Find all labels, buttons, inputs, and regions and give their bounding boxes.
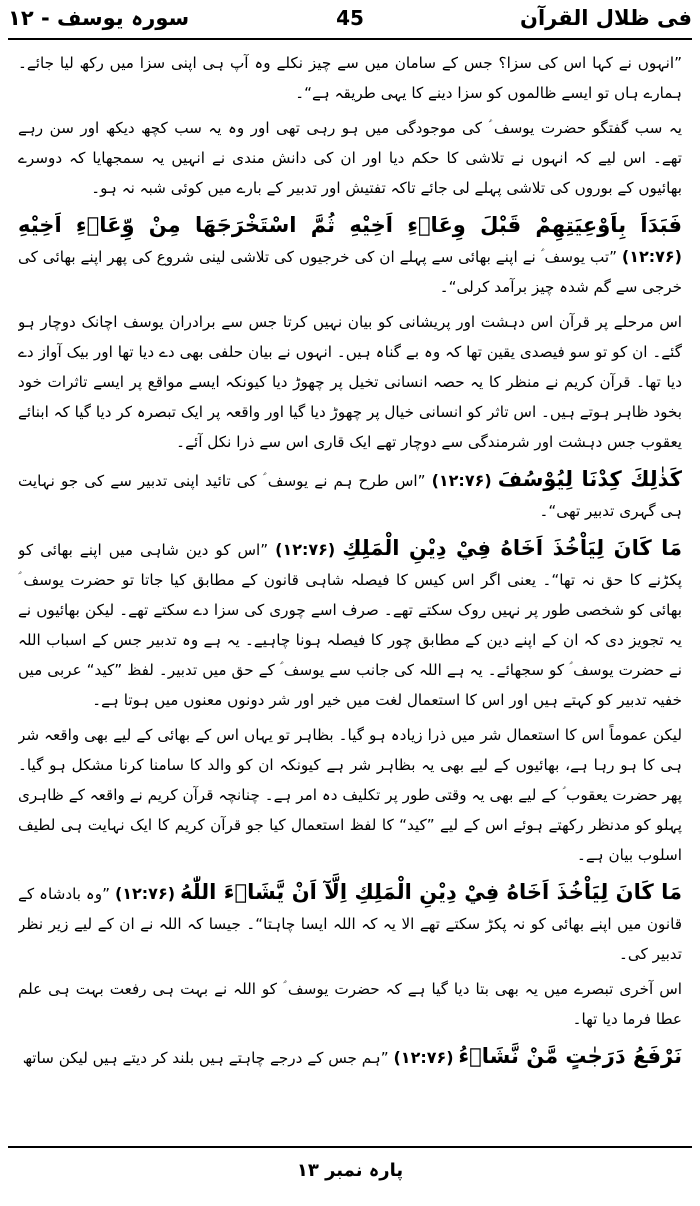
quran-verse: فَبَدَاَ بِاَوْعِيَتِهِمْ قَبْلَ وِعَاۗءِ اَخِيْهِ ثُمَّ اسْتَخْرَجَهَا مِنْ وِّعَاۗءِ اَخِيْهِ: [18, 213, 682, 237]
verse-reference: (۱۲:۷۶): [431, 471, 492, 490]
paragraph-with-verse: نَرْفَعُ دَرَجٰتٍ مَّنْ نَّشَاۗءُ (۱۲:۷۶) ”ہم جس کے درجے چاہتے ہیں بلند کر دیتے ہیں لیکن ساتھ: [22, 1044, 682, 1068]
verse-reference: (۱۲:۷۶): [114, 884, 176, 903]
page-header: [8, 0, 692, 40]
quran-verse: نَرْفَعُ دَرَجٰتٍ مَّنْ نَّشَاۗءُ: [458, 1044, 682, 1068]
paragraph-with-verse: فَبَدَاَ بِاَوْعِيَتِهِمْ قَبْلَ وِعَاۗءِ اَخِيْهِ ثُمَّ اسْتَخْرَجَهَا مِنْ وِّعَاۗءِ اَخِيْهِ (۱۲:۷۶) ”تب یوسف ؑ نے اپنے بھائی سے پہلے ان کی خرجیوں کی تلاشی لینی شروع کی پھر اپنے بھائی کی خرجی سے گم شدہ چیز برآمد کرلی“۔: [18, 213, 682, 296]
book-title: فی ظلال القرآن: [520, 6, 692, 30]
quran-verse: مَا كَانَ لِيَاْخُذَ اَخَاهُ فِيْ دِيْنِ الْمَلِكِ اِلَّآ اَنْ يَّشَاۗءَ اللّٰهُ: [179, 880, 682, 904]
para-number: پارہ نمبر ۱۳: [296, 1160, 404, 1181]
page-number: 45: [336, 6, 364, 30]
paragraph: لیکن عموماً اس کا استعمال شر میں ذرا زیادہ ہو گیا۔ بظاہر تو یہاں اس کے بھائی کے لیے بھی واقعہ شر ہی کا ہو رہا ہے، بھائیوں کے لیے بھی یہ بظاہر شر ہے کیونکہ ان کو والد کا سامنا کرنا مشکل ہو گیا۔ پھر حضرت یعقوب ؑ کے لیے بھی یہ وقتی طور پر تکلیف دہ امر ہے۔ چنانچہ قرآن کریم نے واقعہ کے ظاہری پہلو کو مدنظر رکھتے ہوئے اس کے لیے ”کید“ کا لفظ استعمال کیا جو قرآن کریم کا ایک نہایت ہی لطیف اسلوب بیان ہے۔: [18, 726, 682, 864]
body-text: [18, 48, 682, 1140]
paragraph: ”انہوں نے کہا اس کی سزا؟ جس کے سامان میں سے چیز نکلے وہ آپ ہی اپنی سزا میں رکھ لیا جائے۔ ہمارے ہاں تو ایسے ظالموں کو سزا دینے کا یہی طریقہ ہے“۔: [18, 54, 682, 102]
verse-reference: (۱۲:۷۶): [621, 247, 682, 266]
paragraph-with-verse: مَا كَانَ لِيَاْخُذَ اَخَاهُ فِيْ دِيْنِ الْمَلِكِ (۱۲:۷۶) ”اس کو دین شاہی میں اپنے بھائی کو پکڑنے کا حق نہ تھا“۔ یعنی اگر اس کیس کا فیصلہ شاہی قانون کے مطابق کیا جاتا تو حضرت یوسف ؑ بھائی کو شخصی طور پر نہیں روک سکتے تھے۔ صرف اسے چوری کی سزا دے سکتے تھے۔ لیکن بھائیوں نے یہ تجویز دی کہ ان کے اپنے دین کے مطابق چور کا فیصلہ ہونا چاہیے۔ یہ ہے وہ تدبیر جس کے اسباب اللہ نے حضرت یوسف ؑ کو سجھائے۔ یہ ہے اللہ کی جانب سے یوسف ؑ کے حق میں تدبیر۔ لفظ ”کید“ عربی میں خفیہ تدبیر کو کہتے ہیں اور اس کا استعمال لغت میں خیر اور شر دونوں معنوں میں ہوتا ہے۔: [18, 536, 682, 709]
paragraph-with-verse: مَا كَانَ لِيَاْخُذَ اَخَاهُ فِيْ دِيْنِ الْمَلِكِ اِلَّآ اَنْ يَّشَاۗءَ اللّٰهُ (۱۲:۷۶) ”وہ بادشاہ کے قانون میں اپنے بھائی کو نہ پکڑ سکتے تھے الا یہ کہ اللہ ایسا چاہتا“۔ جیسا کہ اللہ نے ان کے لیے زیر نظر تدبیر کی۔: [18, 880, 682, 963]
paragraph: یہ سب گفتگو حضرت یوسف ؑ کی موجودگی میں ہو رہی تھی اور وہ یہ سب کچھ دیکھ اور سن رہے تھے۔ اس لیے کہ انہوں نے تلاشی کا حکم دیا اور ان کی دانش مندی نے انہیں یہ سمجھایا کہ دوسرے بھائیوں کے بوروں کی تلاشی پہلے لی جائے تاکہ تفتیش اور تدبیر کے بارے میں کوئی شبہ نہ ہو۔: [18, 119, 682, 197]
paragraph: اس مرحلے پر قرآن اس دہشت اور پریشانی کو بیان نہیں کرتا جس سے برادران یوسف اچانک دوچار ہو گئے۔ ان کو تو سو فیصدی یقین تھا کہ وہ بے گناہ ہیں۔ انہوں نے بیان حلفی بھی دے دیا تھا اور بیک آواز دے دیا تھا۔ قرآن کریم نے منظر کا یہ حصہ انسانی تخیل پر چھوڑ دیا کیونکہ ایسے مواقع پر ایسے تاثرات خود بخود ظاہر ہوتے ہیں۔ اس تاثر کو انسانی خیال پر چھوڑ دیا گیا اور واقعہ پر ایک تبصرہ کر دیا گیا کہ ابنائے یعقوب جس دہشت اور شرمندگی سے دوچار تھے ایک قاری اس سے ذرا نکل آئے۔: [18, 313, 682, 451]
quran-verse: مَا كَانَ لِيَاْخُذَ اَخَاهُ فِيْ دِيْنِ الْمَلِكِ: [342, 536, 682, 560]
quran-verse: كَذٰلِكَ كِدْنَا لِيُوْسُفَ: [497, 467, 682, 491]
verse-reference: (۱۲:۷۶): [393, 1048, 454, 1067]
header-rule: [8, 38, 692, 40]
surah-title: سورہ یوسف - ۱۲: [8, 6, 190, 30]
verse-reference: (۱۲:۷۶): [275, 540, 336, 559]
paragraph-with-verse: كَذٰلِكَ كِدْنَا لِيُوْسُفَ (۱۲:۷۶) ”اس طرح ہم نے یوسف ؑ کی تائید اپنی تدبیر سے کی جو نہایت ہی گہری تدبیر تھی“۔: [18, 467, 682, 520]
footer-rule: [8, 1146, 692, 1148]
paragraph: اس آخری تبصرے میں یہ بھی بتا دیا گیا ہے کہ حضرت یوسف ؑ کو اللہ نے بہت ہی رفعت بہت ہی علم عطا فرما دیا تھا۔: [18, 980, 682, 1028]
